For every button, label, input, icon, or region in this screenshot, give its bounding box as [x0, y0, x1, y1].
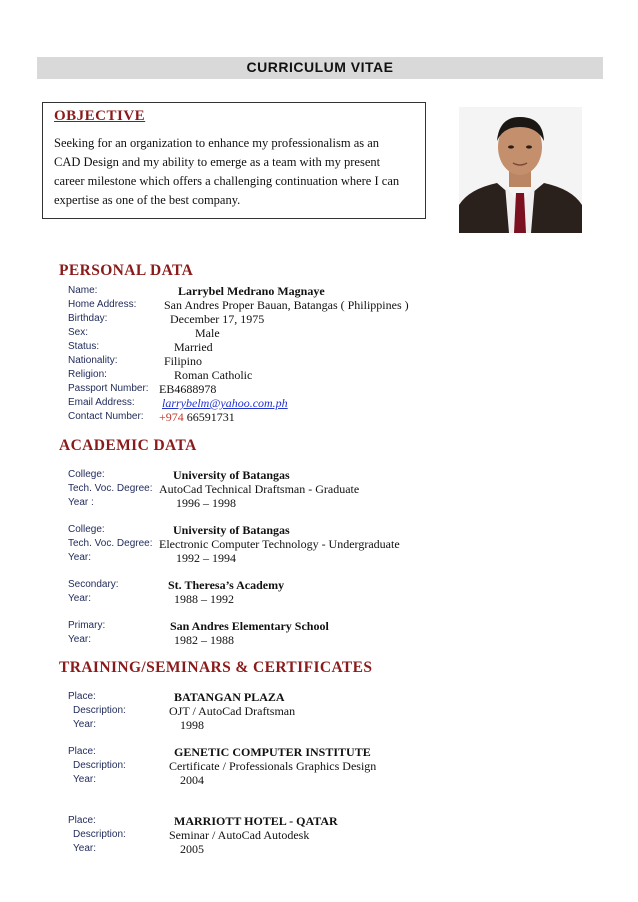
objective-line: career milestone which offers a challenging continuation where I can: [54, 174, 400, 188]
field-label: Email Address:: [68, 397, 135, 408]
description-value: OJT / AutoCad Draftsman: [169, 704, 296, 718]
name-value: Larrybel Medrano Magnaye: [178, 284, 325, 298]
status-value: Married: [174, 340, 213, 354]
field-label: Year:: [68, 634, 91, 645]
field-label: Home Address:: [68, 299, 137, 310]
degree-value: Electronic Computer Technology - Undergraduate: [159, 537, 400, 551]
page-title: CURRICULUM VITAE: [246, 59, 394, 75]
field-label: Description:: [73, 705, 126, 716]
field-label: Year:: [73, 843, 96, 854]
nationality-value: Filipino: [164, 354, 203, 368]
field-label: Place:: [68, 746, 96, 757]
objective-line: expertise as one of the best company.: [54, 193, 241, 207]
academic-data-heading: ACADEMIC DATA: [59, 437, 197, 454]
secondary-value: St. Theresa’s Academy: [168, 578, 285, 592]
place-value: MARRIOTT HOTEL - QATAR: [174, 814, 338, 828]
year-value: 1992 – 1994: [176, 551, 236, 565]
year-value: 1988 – 1992: [174, 592, 234, 606]
year-value: 2005: [180, 842, 204, 856]
field-label: Description:: [73, 760, 126, 771]
field-label: Tech. Voc. Degree:: [68, 538, 153, 549]
field-label: College:: [68, 524, 105, 535]
field-label: Primary:: [68, 620, 106, 631]
passport-value: EB4688978: [159, 382, 217, 396]
field-label: Description:: [73, 829, 126, 840]
field-label: Year:: [73, 774, 96, 785]
field-label: Year:: [68, 552, 91, 563]
field-label: Nationality:: [68, 355, 118, 366]
year-value: 1998: [180, 718, 204, 732]
year-value: 2004: [180, 773, 204, 787]
field-label: Place:: [68, 815, 96, 826]
description-value: Seminar / AutoCad Autodesk: [169, 828, 310, 842]
primary-value: San Andres Elementary School: [170, 619, 329, 633]
college-value: University of Batangas: [173, 523, 290, 537]
field-label: Birthday:: [68, 313, 108, 324]
degree-value: AutoCad Technical Draftsman - Graduate: [159, 482, 360, 496]
year-value: 1996 – 1998: [176, 496, 236, 510]
contact-country-code: +974: [159, 410, 184, 424]
address-value: San Andres Proper Bauan, Batangas ( Philippines ): [164, 298, 409, 312]
field-label: Name:: [68, 285, 98, 296]
field-label: Status:: [68, 341, 100, 352]
objective-box: [42, 102, 426, 219]
place-value: GENETIC COMPUTER INSTITUTE: [174, 745, 371, 759]
field-label: College:: [68, 469, 105, 480]
field-label: Religion:: [68, 369, 107, 380]
year-value: 1982 – 1988: [174, 633, 234, 647]
place-value: BATANGAN PLAZA: [174, 690, 285, 704]
description-value: Certificate / Professionals Graphics Design: [169, 759, 377, 773]
field-label: Year:: [73, 719, 96, 730]
religion-value: Roman Catholic: [174, 368, 253, 382]
profile-photo: [459, 107, 582, 233]
objective-text: [54, 134, 419, 210]
field-label: Sex:: [68, 327, 89, 338]
personal-data-heading: PERSONAL DATA: [59, 262, 194, 279]
field-label: Contact Number:: [68, 411, 144, 422]
field-label: Place:: [68, 691, 96, 702]
training-heading: TRAINING/SEMINARS & CERTIFICATES: [59, 659, 373, 676]
field-label: Year :: [68, 497, 94, 508]
objective-line: Seeking for an organization to enhance my professionalism as an: [54, 136, 380, 150]
contact-number: 66591731: [186, 410, 235, 424]
field-label: Tech. Voc. Degree:: [68, 483, 153, 494]
birthday-value: December 17, 1975: [170, 312, 265, 326]
objective-line: CAD Design and my ability to emerge as a team with my present: [54, 155, 381, 169]
email-link[interactable]: larrybelm@yahoo.com.ph: [162, 396, 288, 410]
field-label: Year:: [68, 593, 91, 604]
title-bar: [37, 57, 603, 79]
field-label: Passport Number:: [68, 383, 149, 394]
field-label: Secondary:: [68, 579, 119, 590]
sex-value: Male: [195, 326, 220, 340]
contact-value: [159, 410, 235, 425]
college-value: University of Batangas: [173, 468, 290, 482]
objective-heading: OBJECTIVE: [54, 108, 146, 124]
